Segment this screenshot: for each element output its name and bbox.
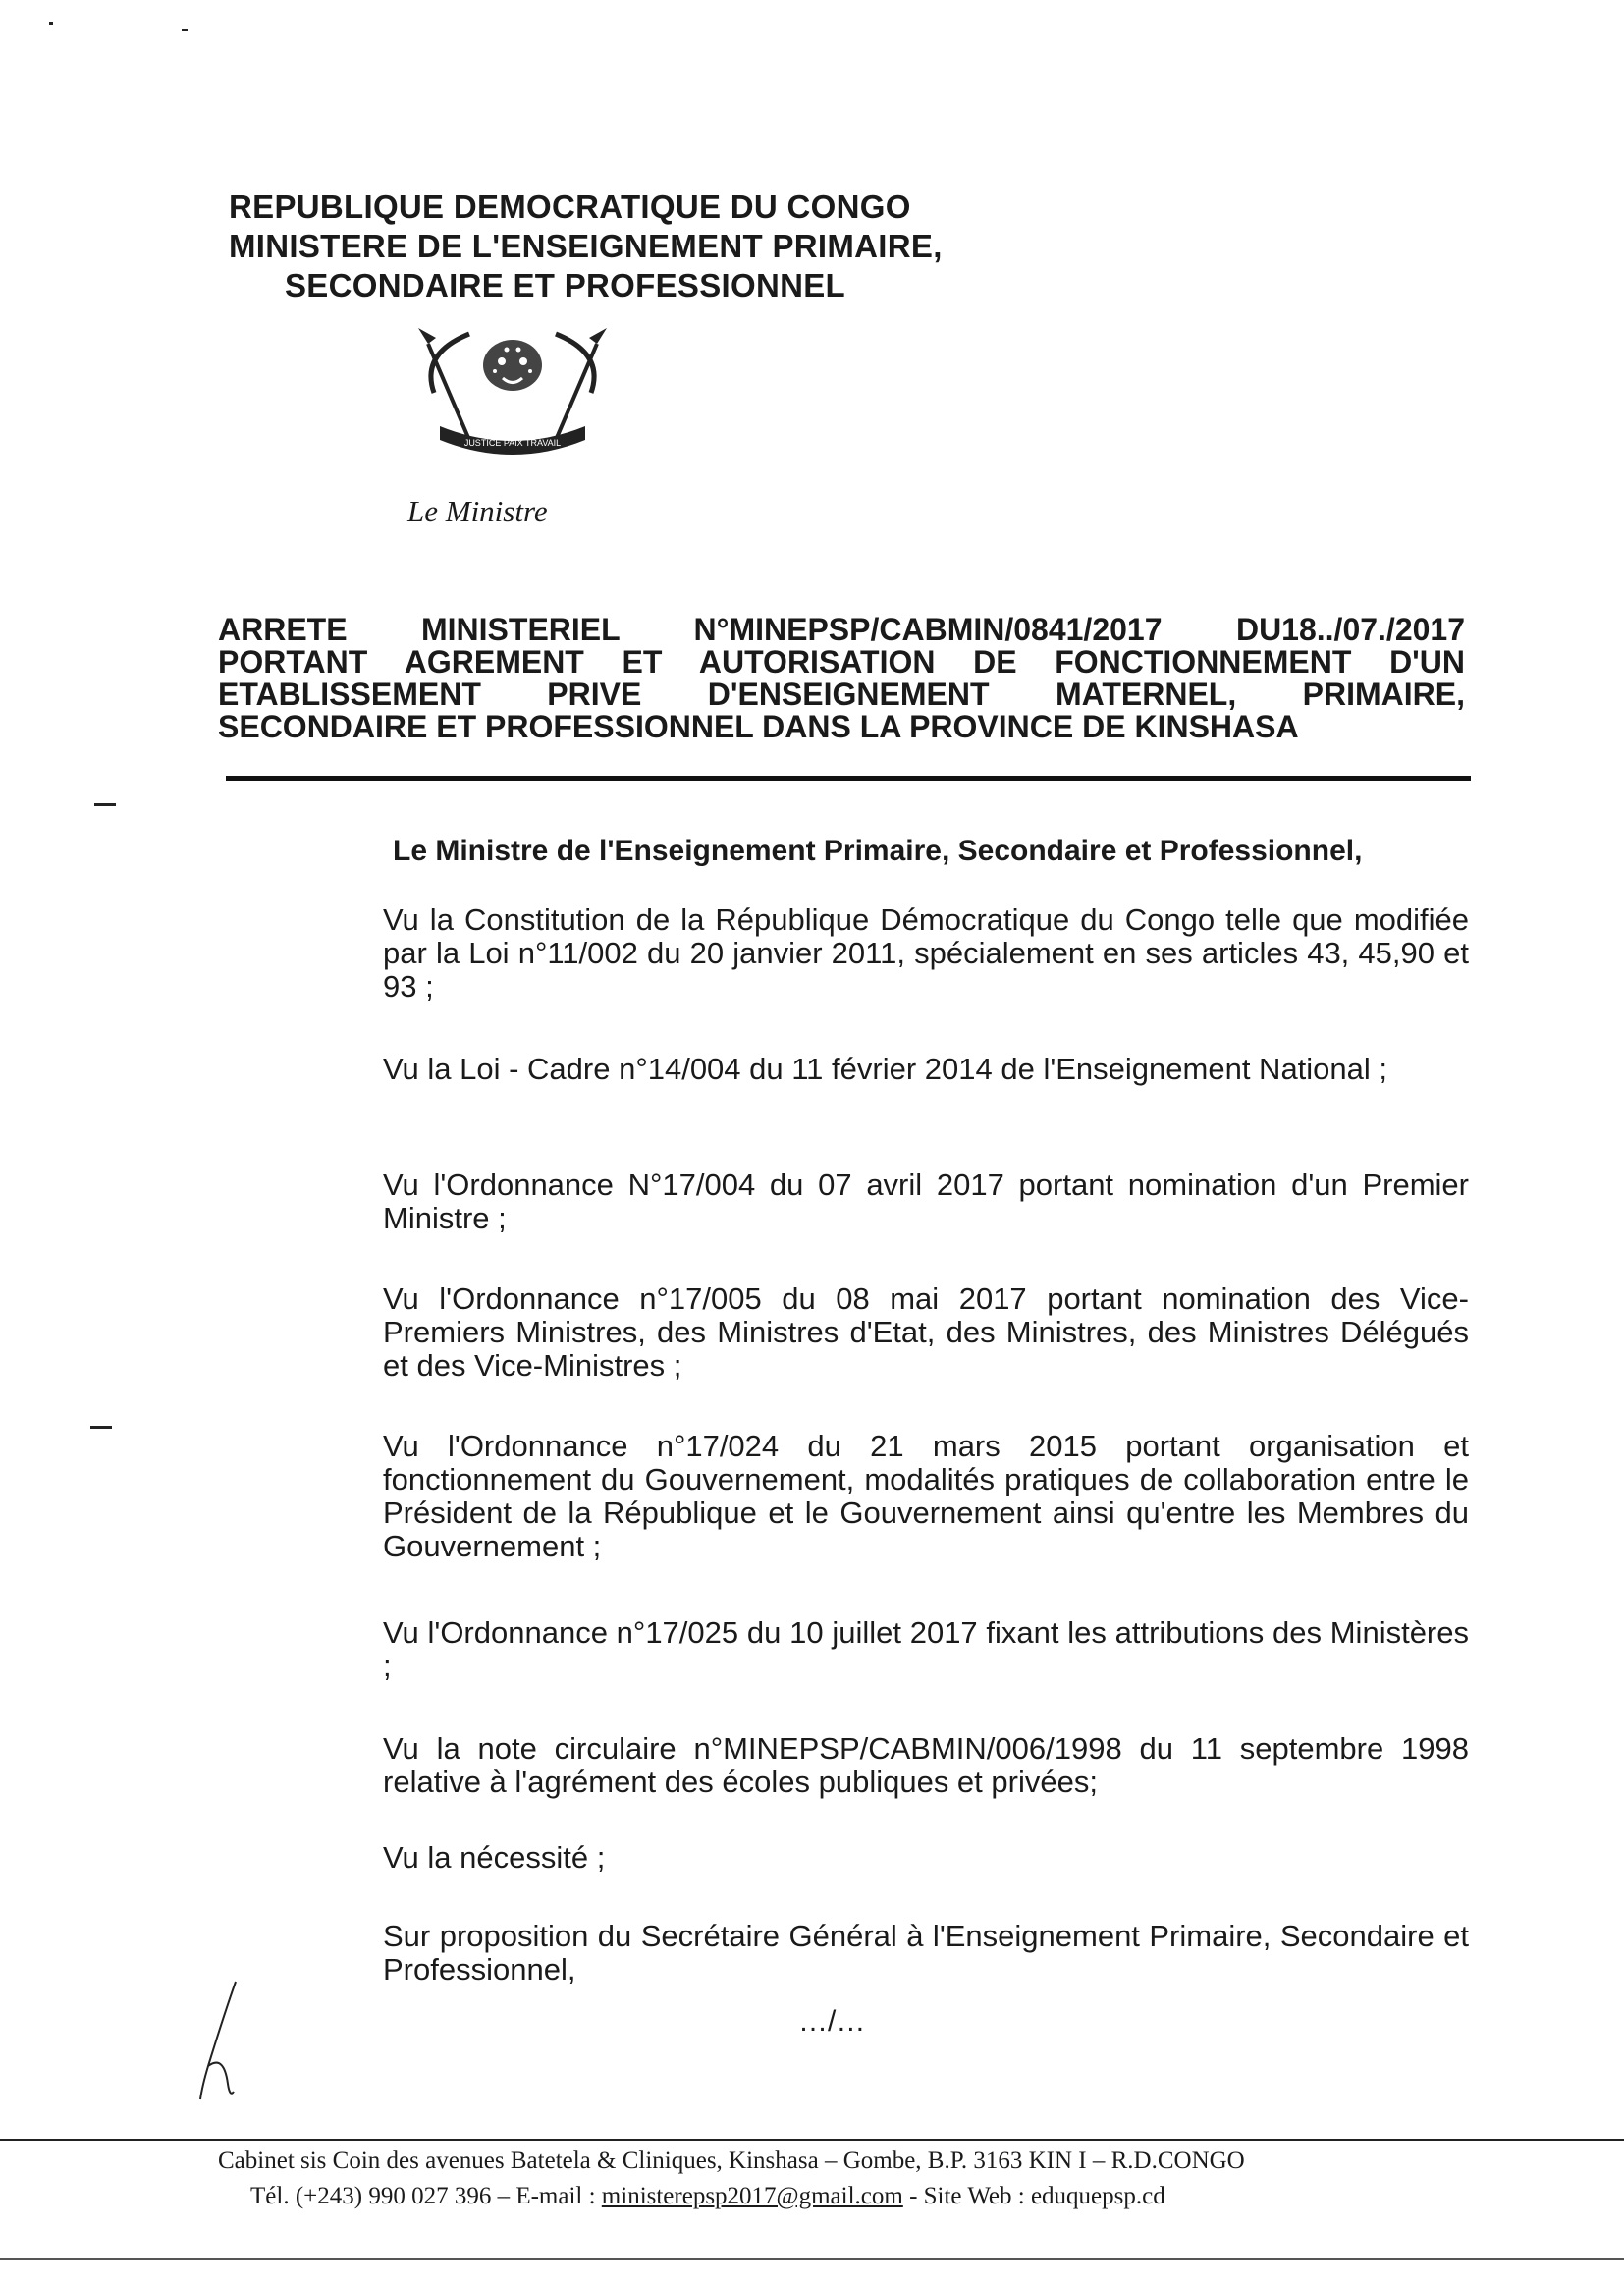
footer-address: Cabinet sis Coin des avenues Batetela & Cliniques, Kinshasa – Gombe, B.P. 3163 KIN I – R.D.CONGO: [218, 2148, 1245, 2174]
footer-email[interactable]: ministerepsp2017@gmail.com: [601, 2183, 903, 2209]
footer-contact: [250, 2183, 1165, 2210]
footer-tel: Tél. (+243) 990 027 396 – E-mail :: [250, 2183, 602, 2209]
footer-divider: [0, 2139, 1624, 2141]
footer-site: - Site Web : eduquepsp.cd: [902, 2183, 1165, 2209]
paragraph-constitution: Vu la Constitution de la République Démocratique du Congo telle que modifiée par la Loi n°11/002 du 20 janvier 2011, spécialement en ses articles 43, 45,90 et 93 ;: [383, 902, 1469, 1004]
margin-mark: [94, 803, 116, 806]
scan-speck: [182, 29, 188, 31]
decree-title: [218, 614, 1465, 743]
decree-title-line3: ETABLISSEMENT PRIVE D'ENSEIGNEMENT MATERNEL, PRIMAIRE,: [218, 677, 1465, 712]
paragraph-loi-cadre: Vu la Loi - Cadre n°14/004 du 11 février 2014 de l'Enseignement National ;: [383, 1052, 1388, 1086]
ministry-name-line1: MINISTERE DE L'ENSEIGNEMENT PRIMAIRE,: [229, 228, 943, 264]
ministry-name-line2: SECONDAIRE ET PROFESSIONNEL: [285, 267, 846, 303]
decree-title-line2: PORTANT AGREMENT ET AUTORISATION DE FONCTIONNEMENT D'UN: [218, 644, 1465, 680]
paragraph-ordonnance-attributions: Vu l'Ordonnance n°17/025 du 10 juillet 2017 fixant les attributions des Ministères ;: [383, 1615, 1469, 1683]
paragraph-ordonnance-premier-ministre: Vu l'Ordonnance N°17/004 du 07 avril 2017 portant nomination d'un Premier Ministre ;: [383, 1168, 1469, 1235]
title-divider: [226, 776, 1471, 781]
signature-title: Le Ministre: [407, 494, 548, 528]
scan-speck: [49, 22, 53, 25]
decree-number: ARRETE MINISTERIEL N°MINEPSP/CABMIN/0841/2017 DU18../07./2017: [218, 612, 1465, 647]
page-continuation: …/…: [798, 2005, 866, 2038]
paragraph-ordonnance-vice-premiers: Vu l'Ordonnance n°17/005 du 08 mai 2017 portant nomination des Vice-Premiers Ministres, des Ministres d'Etat, des Ministres, des Ministres Délégués et des Vice-Ministres ;: [383, 1281, 1469, 1383]
paragraph-ordonnance-gouvernement: Vu l'Ordonnance n°17/024 du 21 mars 2015 portant organisation et fonctionnement du Gouvernement, modalités pratiques de collaboration entre le Président de la République et le Gouvernement ainsi qu'entre les Membres du Gouvernement ;: [383, 1429, 1469, 1563]
margin-mark: [90, 1426, 112, 1429]
paragraph-necessite: Vu la nécessité ;: [383, 1840, 606, 1875]
coat-of-arms-icon: [401, 324, 624, 471]
handwritten-initials-icon: [194, 1976, 263, 2103]
bottom-edge-line: [0, 2258, 1624, 2260]
republic-name: REPUBLIQUE DEMOCRATIQUE DU CONGO: [229, 189, 911, 225]
emblem-motto: JUSTICE PAIX TRAVAIL: [463, 438, 562, 448]
paragraph-proposition: Sur proposition du Secrétaire Général à l'Enseignement Primaire, Secondaire et Professionnel,: [383, 1919, 1469, 1986]
paragraph-note-circulaire: Vu la note circulaire n°MINEPSP/CABMIN/006/1998 du 11 septembre 1998 relative à l'agrément des écoles publiques et privées;: [383, 1731, 1469, 1799]
intro-line: Le Ministre de l'Enseignement Primaire, Secondaire et Professionnel,: [393, 835, 1363, 867]
decree-title-line4: SECONDAIRE ET PROFESSIONNEL DANS LA PROVINCE DE KINSHASA: [218, 709, 1299, 744]
